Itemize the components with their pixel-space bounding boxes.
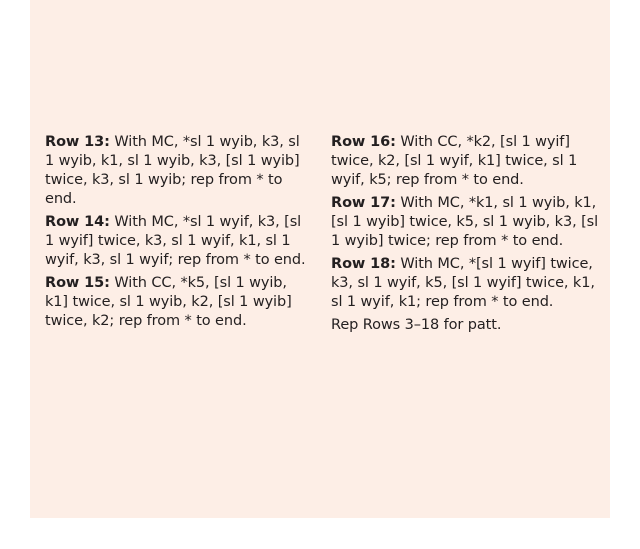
right-column [331,133,601,339]
row-17-instruction [331,194,601,251]
row-13-instruction [45,133,313,209]
row-16-instruction [331,133,601,190]
row-16-label: Row 16: [331,134,396,150]
repeat-note: Rep Rows 3–18 for patt. [331,317,502,333]
row-14-label: Row 14: [45,214,110,230]
row-15-label: Row 15: [45,275,110,291]
row-13-text: With MC, *sl 1 wyib, k3, sl 1 wyib, k1, sl 1 wyib, k3, [sl 1 wyib] twice, k3, sl 1 wyib; rep from * to end. [45,134,300,207]
row-17-label: Row 17: [331,195,396,211]
left-column [45,133,313,335]
row-14-instruction [45,213,313,270]
row-18-instruction [331,255,601,312]
row-16-text: With CC, *k2, [sl 1 wyif] twice, k2, [sl 1 wyif, k1] twice, sl 1 wyif, k5; rep from * to end. [331,134,578,188]
row-18-label: Row 18: [331,256,396,272]
row-17-text: With MC, *k1, sl 1 wyib, k1, [sl 1 wyib] twice, k5, sl 1 wyib, k3, [sl 1 wyib] twice; rep from * to end. [331,195,599,249]
row-14-text: With MC, *sl 1 wyif, k3, [sl 1 wyif] twice, k3, sl 1 wyif, k1, sl 1 wyif, k3, sl 1 wyif; rep from * to end. [45,214,306,268]
row-15-instruction [45,274,313,331]
row-13-label: Row 13: [45,134,110,150]
row-15-text: With CC, *k5, [sl 1 wyib, k1] twice, sl 1 wyib, k2, [sl 1 wyib] twice, k2; rep from * to end. [45,275,292,329]
row-18-text: With MC, *[sl 1 wyif] twice, k3, sl 1 wyif, k5, [sl 1 wyif] twice, k1, sl 1 wyif, k1; rep from * to end. [331,256,595,310]
